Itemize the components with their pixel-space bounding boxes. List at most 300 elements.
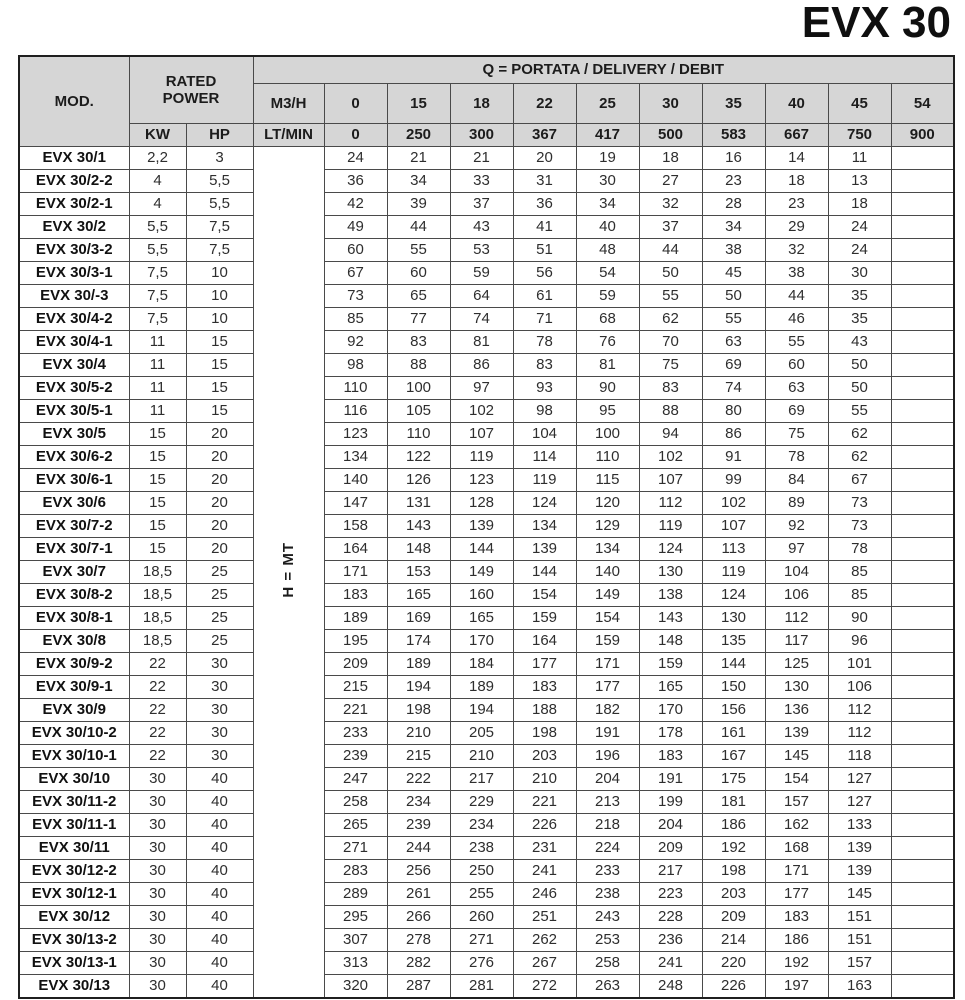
head-value-cell: 23 [765, 192, 828, 215]
head-value-cell: 189 [387, 652, 450, 675]
head-value-cell [891, 974, 954, 998]
head-value-cell: 33 [450, 169, 513, 192]
head-value-cell: 130 [702, 606, 765, 629]
head-value-cell: 93 [513, 376, 576, 399]
head-value-cell: 221 [513, 790, 576, 813]
hp-cell: 20 [186, 537, 253, 560]
head-value-cell: 247 [324, 767, 387, 790]
head-value-cell: 62 [828, 445, 891, 468]
head-value-cell: 119 [450, 445, 513, 468]
head-value-cell: 149 [576, 583, 639, 606]
head-value-cell: 51 [513, 238, 576, 261]
hp-cell: 10 [186, 307, 253, 330]
head-value-cell: 48 [576, 238, 639, 261]
head-value-cell: 98 [513, 399, 576, 422]
head-value-cell: 54 [576, 261, 639, 284]
head-value-cell: 197 [765, 974, 828, 998]
ltmin-value-cell: 0 [324, 123, 387, 146]
kw-cell: 4 [129, 169, 186, 192]
head-value-cell: 106 [828, 675, 891, 698]
head-value-cell: 124 [513, 491, 576, 514]
head-value-cell: 43 [828, 330, 891, 353]
head-value-cell: 78 [765, 445, 828, 468]
head-value-cell: 36 [513, 192, 576, 215]
head-value-cell: 229 [450, 790, 513, 813]
head-value-cell: 221 [324, 698, 387, 721]
head-value-cell: 35 [828, 307, 891, 330]
model-cell: EVX 30/7-1 [19, 537, 129, 560]
model-cell: EVX 30/10-2 [19, 721, 129, 744]
head-value-cell: 271 [324, 836, 387, 859]
ltmin-value-cell: 900 [891, 123, 954, 146]
table-row [19, 169, 954, 192]
head-value-cell: 217 [450, 767, 513, 790]
kw-cell: 15 [129, 537, 186, 560]
head-value-cell: 267 [513, 951, 576, 974]
head-value-cell: 177 [513, 652, 576, 675]
head-value-cell: 160 [450, 583, 513, 606]
head-value-cell: 30 [828, 261, 891, 284]
head-value-cell: 228 [639, 905, 702, 928]
head-value-cell: 60 [324, 238, 387, 261]
model-cell: EVX 30/4 [19, 353, 129, 376]
head-value-cell [891, 215, 954, 238]
head-value-cell: 100 [576, 422, 639, 445]
head-value-cell: 307 [324, 928, 387, 951]
head-value-cell: 148 [639, 629, 702, 652]
m3h-value-cell: 18 [450, 83, 513, 123]
head-value-cell: 104 [765, 560, 828, 583]
head-value-cell: 149 [450, 560, 513, 583]
head-value-cell: 156 [702, 698, 765, 721]
model-cell: EVX 30/12-2 [19, 859, 129, 882]
head-value-cell: 122 [387, 445, 450, 468]
head-value-cell: 129 [576, 514, 639, 537]
hp-cell: 25 [186, 583, 253, 606]
head-value-cell: 213 [576, 790, 639, 813]
head-value-cell: 34 [387, 169, 450, 192]
head-value-cell: 209 [639, 836, 702, 859]
head-value-cell: 320 [324, 974, 387, 998]
hp-cell: 15 [186, 353, 253, 376]
table-row [19, 330, 954, 353]
head-value-cell: 162 [765, 813, 828, 836]
head-value-cell [891, 238, 954, 261]
head-value-cell: 139 [450, 514, 513, 537]
table-row [19, 859, 954, 882]
head-value-cell: 75 [765, 422, 828, 445]
model-cell: EVX 30/4-1 [19, 330, 129, 353]
head-value-cell: 183 [639, 744, 702, 767]
head-value-cell [891, 675, 954, 698]
head-value-cell: 154 [576, 606, 639, 629]
head-value-cell: 97 [450, 376, 513, 399]
table-row [19, 376, 954, 399]
table-row [19, 514, 954, 537]
head-value-cell: 177 [576, 675, 639, 698]
kw-cell: 22 [129, 698, 186, 721]
model-cell: EVX 30/3-1 [19, 261, 129, 284]
head-value-cell: 246 [513, 882, 576, 905]
head-value-cell: 69 [702, 353, 765, 376]
hp-cell: 30 [186, 675, 253, 698]
head-value-cell [891, 767, 954, 790]
head-value-cell: 43 [450, 215, 513, 238]
ltmin-value-cell: 750 [828, 123, 891, 146]
head-value-cell: 81 [576, 353, 639, 376]
kw-cell: 11 [129, 376, 186, 399]
head-value-cell: 139 [513, 537, 576, 560]
head-value-cell: 91 [702, 445, 765, 468]
head-value-cell: 171 [765, 859, 828, 882]
head-value-cell: 24 [324, 146, 387, 169]
head-value-cell: 125 [765, 652, 828, 675]
head-value-cell: 157 [765, 790, 828, 813]
head-value-cell: 88 [387, 353, 450, 376]
head-value-cell: 110 [324, 376, 387, 399]
table-row [19, 215, 954, 238]
head-value-cell: 62 [828, 422, 891, 445]
head-value-cell: 117 [765, 629, 828, 652]
head-value-cell: 105 [387, 399, 450, 422]
head-value-cell: 278 [387, 928, 450, 951]
kw-cell: 11 [129, 399, 186, 422]
head-value-cell: 258 [576, 951, 639, 974]
head-value-cell: 37 [450, 192, 513, 215]
head-value-cell: 112 [828, 721, 891, 744]
head-value-cell: 83 [639, 376, 702, 399]
head-value-cell: 191 [639, 767, 702, 790]
head-value-cell: 204 [576, 767, 639, 790]
model-cell: EVX 30/5-2 [19, 376, 129, 399]
head-value-cell: 194 [387, 675, 450, 698]
kw-cell: 7,5 [129, 284, 186, 307]
table-row [19, 468, 954, 491]
head-value-cell: 276 [450, 951, 513, 974]
kw-cell: 7,5 [129, 261, 186, 284]
head-value-cell: 16 [702, 146, 765, 169]
head-value-cell: 140 [576, 560, 639, 583]
head-value-cell: 73 [828, 514, 891, 537]
head-value-cell: 97 [765, 537, 828, 560]
head-value-cell [891, 399, 954, 422]
kw-cell: 30 [129, 790, 186, 813]
head-value-cell: 251 [513, 905, 576, 928]
head-value-cell: 34 [576, 192, 639, 215]
hp-cell: 40 [186, 928, 253, 951]
head-value-cell: 139 [828, 836, 891, 859]
table-row [19, 284, 954, 307]
head-value-cell: 116 [324, 399, 387, 422]
kw-cell: 30 [129, 951, 186, 974]
model-cell: EVX 30/9-1 [19, 675, 129, 698]
head-value-cell: 151 [828, 928, 891, 951]
head-value-cell: 283 [324, 859, 387, 882]
head-value-cell [891, 307, 954, 330]
model-cell: EVX 30/7-2 [19, 514, 129, 537]
head-value-cell: 183 [324, 583, 387, 606]
head-value-cell [891, 698, 954, 721]
head-value-cell: 18 [639, 146, 702, 169]
model-cell: EVX 30/9 [19, 698, 129, 721]
head-value-cell: 37 [639, 215, 702, 238]
head-value-cell: 69 [765, 399, 828, 422]
head-value-cell: 107 [639, 468, 702, 491]
hp-cell: 20 [186, 491, 253, 514]
head-value-cell: 18 [765, 169, 828, 192]
head-value-cell: 182 [576, 698, 639, 721]
hp-cell: 7,5 [186, 238, 253, 261]
table-row [19, 307, 954, 330]
table-row [19, 813, 954, 836]
head-value-cell: 169 [387, 606, 450, 629]
head-value-cell [891, 468, 954, 491]
hp-cell: 40 [186, 767, 253, 790]
head-value-cell: 130 [639, 560, 702, 583]
table-row [19, 675, 954, 698]
head-value-cell: 29 [765, 215, 828, 238]
head-value-cell: 113 [702, 537, 765, 560]
head-value-cell: 236 [639, 928, 702, 951]
head-value-cell: 101 [828, 652, 891, 675]
model-cell: EVX 30/13-1 [19, 951, 129, 974]
head-value-cell: 85 [828, 560, 891, 583]
head-value-cell: 118 [828, 744, 891, 767]
head-value-cell: 50 [639, 261, 702, 284]
col-header-kw: KW [129, 123, 186, 146]
head-value-cell: 198 [513, 721, 576, 744]
kw-cell: 22 [129, 652, 186, 675]
head-value-cell [891, 560, 954, 583]
m3h-value-cell: 54 [891, 83, 954, 123]
head-value-cell: 144 [513, 560, 576, 583]
head-value-cell: 150 [702, 675, 765, 698]
head-value-cell: 260 [450, 905, 513, 928]
head-value-cell: 11 [828, 146, 891, 169]
head-value-cell: 110 [387, 422, 450, 445]
table-row [19, 422, 954, 445]
model-cell: EVX 30/12 [19, 905, 129, 928]
head-value-cell: 151 [828, 905, 891, 928]
kw-cell: 18,5 [129, 606, 186, 629]
head-value-cell: 31 [513, 169, 576, 192]
head-value-cell: 112 [765, 606, 828, 629]
head-value-cell [891, 790, 954, 813]
head-value-cell [891, 445, 954, 468]
head-value-cell: 63 [702, 330, 765, 353]
hp-cell: 25 [186, 560, 253, 583]
head-value-cell: 78 [828, 537, 891, 560]
kw-cell: 22 [129, 744, 186, 767]
table-header [19, 56, 954, 146]
head-value-cell: 134 [324, 445, 387, 468]
head-value-cell: 287 [387, 974, 450, 998]
m3h-value-cell: 35 [702, 83, 765, 123]
head-value-cell: 210 [387, 721, 450, 744]
head-value-cell [891, 744, 954, 767]
model-cell: EVX 30/8-2 [19, 583, 129, 606]
head-value-cell: 71 [513, 307, 576, 330]
ltmin-value-cell: 367 [513, 123, 576, 146]
head-value-cell: 167 [702, 744, 765, 767]
m3h-value-cell: 25 [576, 83, 639, 123]
head-value-cell: 84 [765, 468, 828, 491]
head-value-cell: 53 [450, 238, 513, 261]
head-value-cell: 210 [513, 767, 576, 790]
table-row [19, 560, 954, 583]
head-value-cell [891, 376, 954, 399]
head-value-cell: 55 [702, 307, 765, 330]
model-cell: EVX 30/8 [19, 629, 129, 652]
head-value-cell: 244 [387, 836, 450, 859]
head-value-cell: 239 [324, 744, 387, 767]
head-value-cell [891, 583, 954, 606]
table-row [19, 399, 954, 422]
head-value-cell: 128 [450, 491, 513, 514]
head-value-cell: 241 [639, 951, 702, 974]
head-value-cell [891, 859, 954, 882]
head-value-cell: 44 [639, 238, 702, 261]
col-header-hp: HP [186, 123, 253, 146]
table-row [19, 146, 954, 169]
head-value-cell [891, 514, 954, 537]
head-value-cell: 192 [702, 836, 765, 859]
head-value-cell: 250 [450, 859, 513, 882]
model-cell: EVX 30/8-1 [19, 606, 129, 629]
model-cell: EVX 30/2-2 [19, 169, 129, 192]
table-row [19, 698, 954, 721]
kw-cell: 2,2 [129, 146, 186, 169]
head-value-cell: 119 [513, 468, 576, 491]
head-value-cell: 119 [639, 514, 702, 537]
head-value-cell: 144 [450, 537, 513, 560]
head-value-cell: 139 [765, 721, 828, 744]
head-value-cell: 80 [702, 399, 765, 422]
head-value-cell: 50 [828, 353, 891, 376]
head-value-cell: 133 [828, 813, 891, 836]
head-value-cell: 36 [324, 169, 387, 192]
hp-cell: 20 [186, 445, 253, 468]
table-row [19, 537, 954, 560]
head-value-cell: 272 [513, 974, 576, 998]
head-value-cell: 76 [576, 330, 639, 353]
head-value-cell: 77 [387, 307, 450, 330]
table-row [19, 583, 954, 606]
hp-cell: 20 [186, 514, 253, 537]
hp-cell: 10 [186, 261, 253, 284]
head-value-cell: 73 [828, 491, 891, 514]
head-value-cell [891, 606, 954, 629]
kw-cell: 18,5 [129, 583, 186, 606]
head-value-cell [891, 422, 954, 445]
head-value-cell: 60 [765, 353, 828, 376]
head-value-cell: 124 [639, 537, 702, 560]
head-value-cell: 233 [324, 721, 387, 744]
head-value-cell: 218 [576, 813, 639, 836]
head-value-cell: 42 [324, 192, 387, 215]
head-value-cell: 134 [576, 537, 639, 560]
kw-cell: 11 [129, 353, 186, 376]
head-value-cell: 145 [765, 744, 828, 767]
hp-cell: 15 [186, 376, 253, 399]
head-value-cell: 38 [702, 238, 765, 261]
table-row [19, 928, 954, 951]
head-value-cell: 186 [765, 928, 828, 951]
header-row-ltmin [19, 123, 954, 146]
table-row [19, 652, 954, 675]
table-body [19, 146, 954, 998]
head-value-cell: 194 [450, 698, 513, 721]
head-value-cell: 164 [513, 629, 576, 652]
head-value-cell: 123 [324, 422, 387, 445]
head-value-cell: 153 [387, 560, 450, 583]
table-row [19, 836, 954, 859]
head-value-cell: 161 [702, 721, 765, 744]
table-row [19, 767, 954, 790]
head-value-cell: 205 [450, 721, 513, 744]
m3h-value-cell: 30 [639, 83, 702, 123]
head-unit-cell [253, 146, 324, 998]
head-value-cell: 35 [828, 284, 891, 307]
ltmin-value-cell: 417 [576, 123, 639, 146]
head-value-cell: 70 [639, 330, 702, 353]
head-value-cell: 215 [324, 675, 387, 698]
hp-cell: 15 [186, 330, 253, 353]
head-value-cell: 209 [702, 905, 765, 928]
hp-cell: 10 [186, 284, 253, 307]
model-cell: EVX 30/6-2 [19, 445, 129, 468]
head-value-cell [891, 836, 954, 859]
head-value-cell: 126 [387, 468, 450, 491]
head-value-cell: 49 [324, 215, 387, 238]
head-value-cell: 171 [324, 560, 387, 583]
head-value-cell: 13 [828, 169, 891, 192]
head-value-cell: 140 [324, 468, 387, 491]
head-value-cell: 159 [513, 606, 576, 629]
hp-cell: 20 [186, 468, 253, 491]
head-value-cell: 183 [765, 905, 828, 928]
head-value-cell: 263 [576, 974, 639, 998]
head-value-cell [891, 721, 954, 744]
head-value-cell: 198 [702, 859, 765, 882]
head-value-cell: 143 [387, 514, 450, 537]
head-value-cell: 44 [765, 284, 828, 307]
head-value-cell: 223 [639, 882, 702, 905]
head-value-cell: 203 [513, 744, 576, 767]
table-row [19, 882, 954, 905]
head-value-cell [891, 261, 954, 284]
head-value-cell [891, 146, 954, 169]
model-cell: EVX 30/1 [19, 146, 129, 169]
head-value-cell: 78 [513, 330, 576, 353]
pump-performance-table [18, 55, 955, 999]
head-value-cell: 265 [324, 813, 387, 836]
head-value-cell: 89 [765, 491, 828, 514]
kw-cell: 15 [129, 445, 186, 468]
head-value-cell: 210 [450, 744, 513, 767]
head-value-cell: 258 [324, 790, 387, 813]
head-value-cell: 61 [513, 284, 576, 307]
kw-cell: 18,5 [129, 629, 186, 652]
ltmin-value-cell: 250 [387, 123, 450, 146]
kw-cell: 30 [129, 882, 186, 905]
head-value-cell: 224 [576, 836, 639, 859]
head-value-cell: 107 [450, 422, 513, 445]
head-value-cell: 119 [702, 560, 765, 583]
head-value-cell [891, 491, 954, 514]
head-value-cell: 222 [387, 767, 450, 790]
head-value-cell: 50 [828, 376, 891, 399]
